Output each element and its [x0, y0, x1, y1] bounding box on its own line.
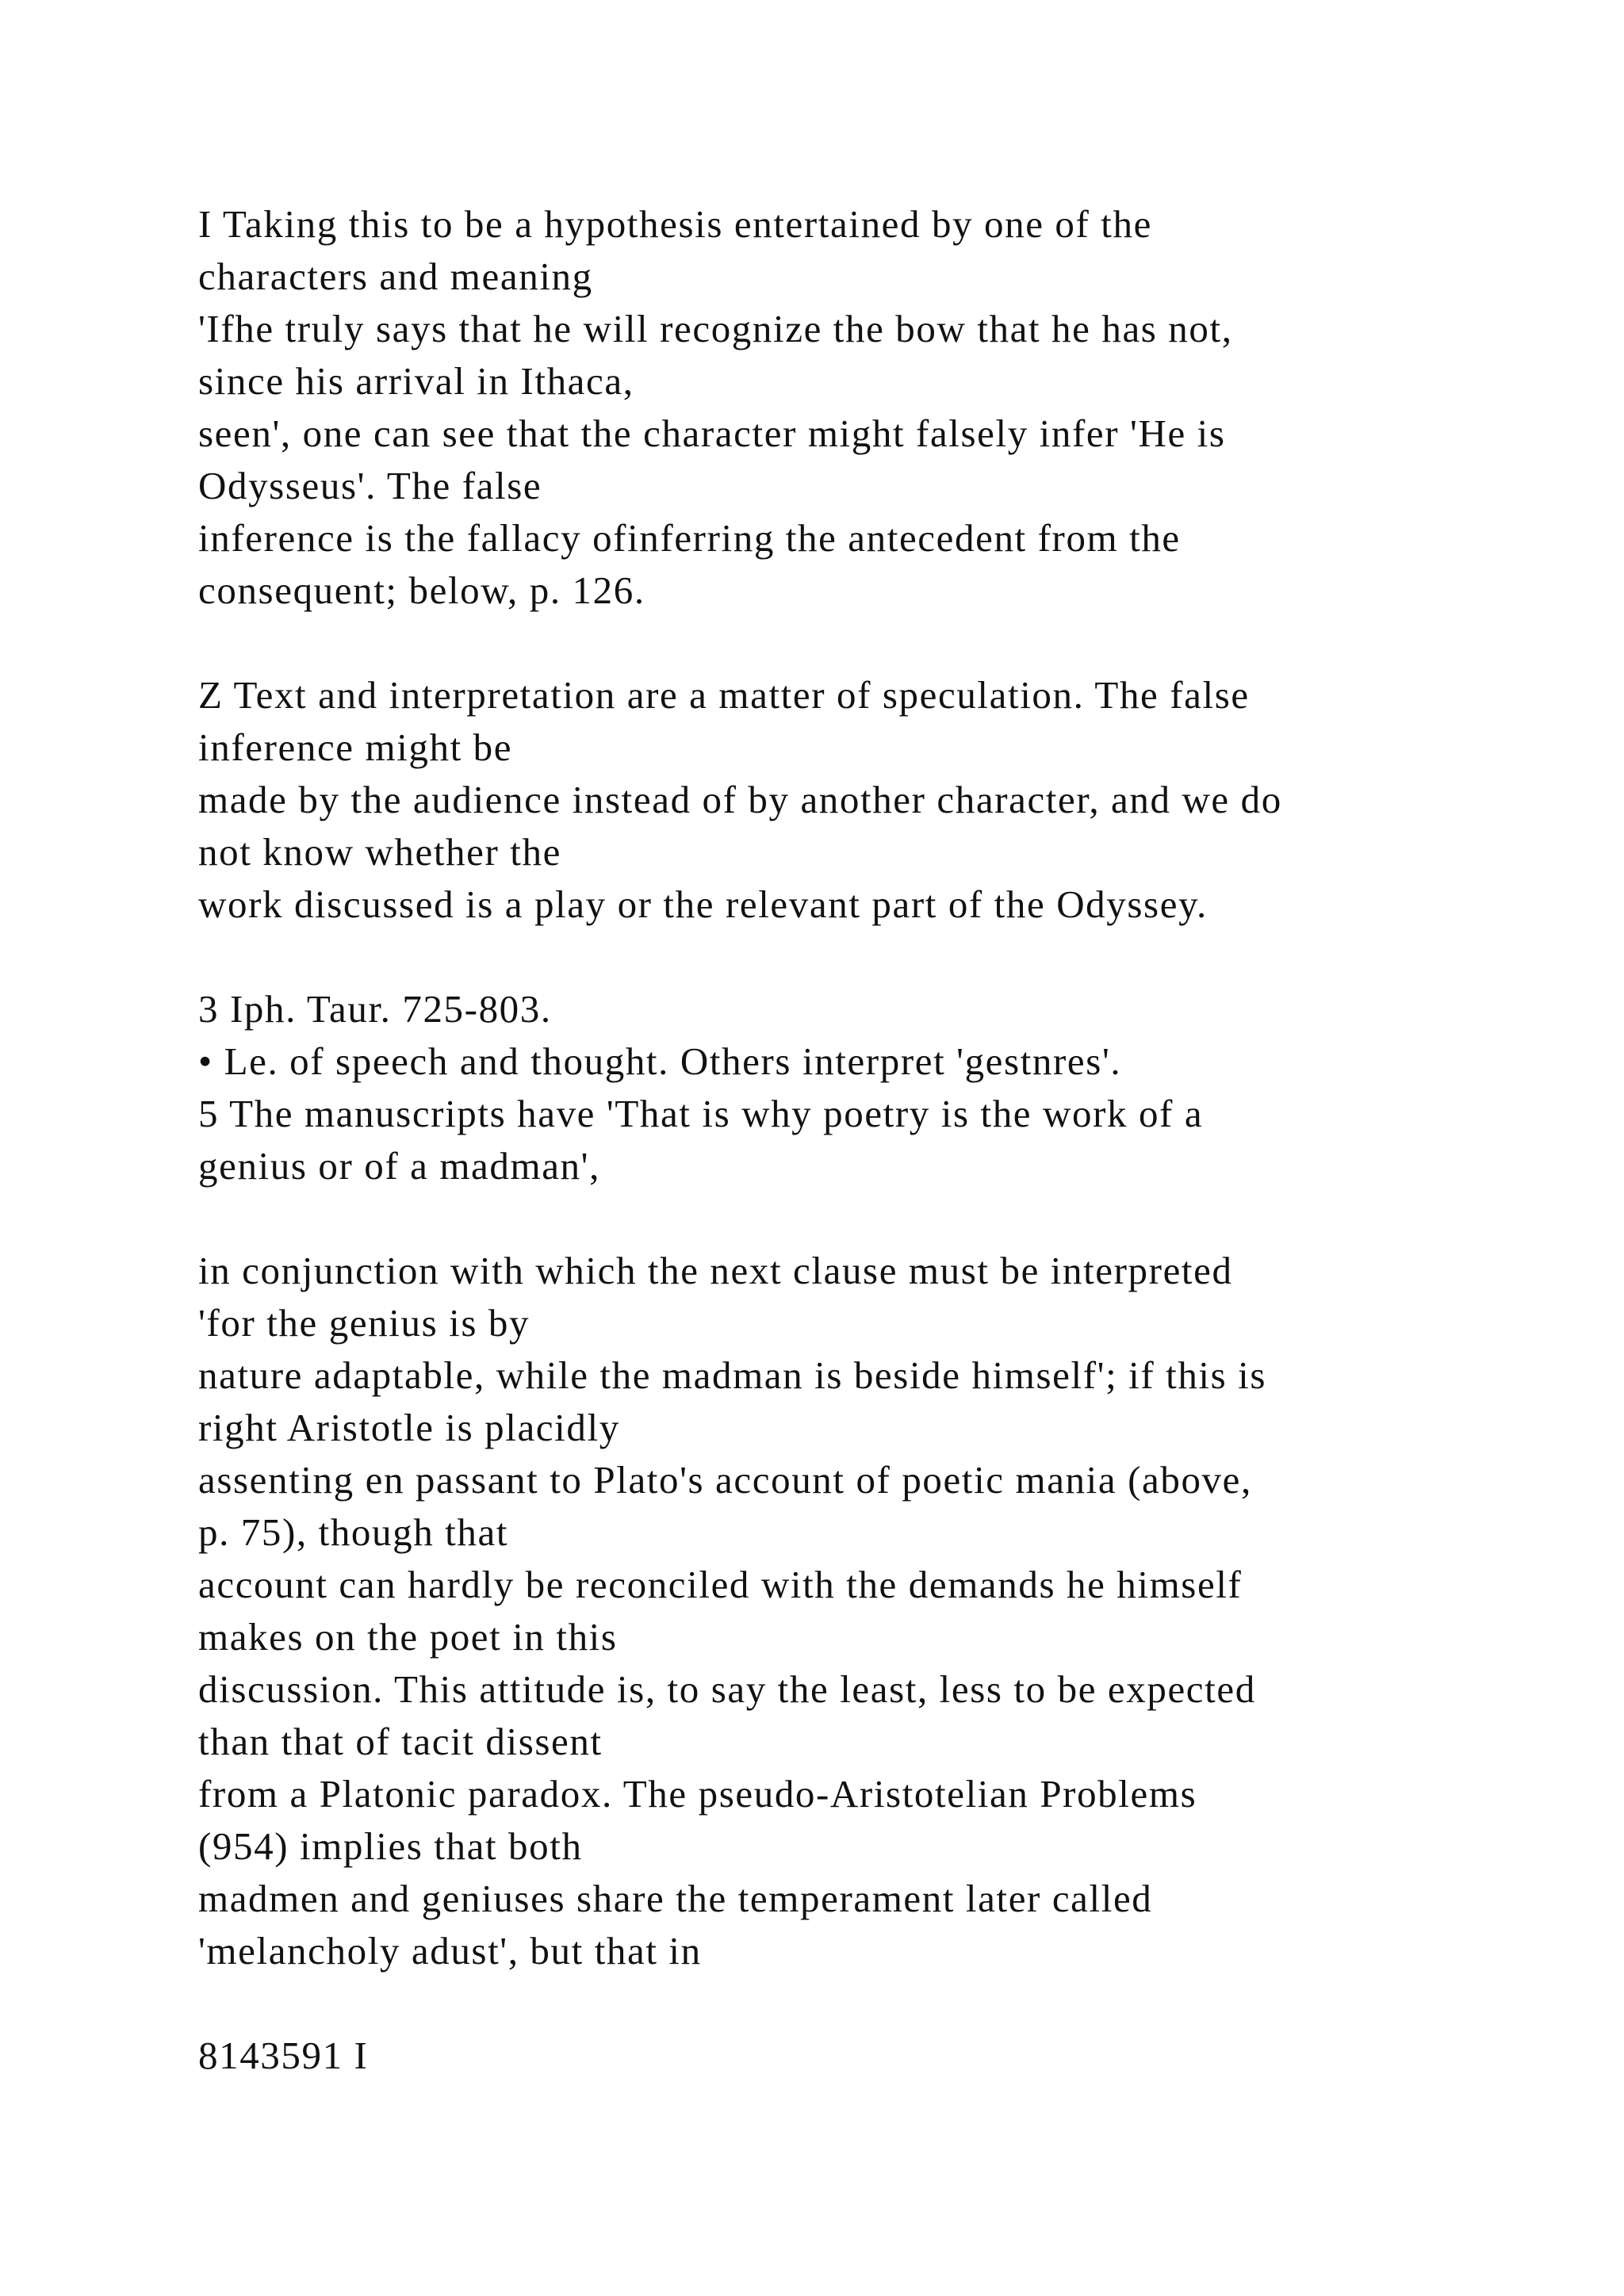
page-footer	[198, 2030, 1451, 2082]
paragraph-gap	[198, 931, 1451, 983]
text-line: I Taking this to be a hypothesis entertained by one of the	[198, 202, 1152, 246]
text-line: characters and meaning	[198, 254, 593, 298]
text-line: 'Ifhe truly says that he will recognize the bow that he has not,	[198, 307, 1233, 350]
text-line: Z Text and interpretation are a matter of speculation. The false	[198, 673, 1250, 717]
text-line: inference might be	[198, 725, 513, 769]
text-line: discussion. This attitude is, to say the least, less to be expected	[198, 1667, 1256, 1711]
text-line: made by the audience instead of by another character, and we do	[198, 778, 1282, 821]
paragraph-gap	[198, 1192, 1451, 1245]
text-line: from a Platonic paradox. The pseudo-Aristotelian Problems	[198, 1772, 1197, 1816]
text-line: 'for the genius is by	[198, 1301, 530, 1345]
footnotes-3-5	[198, 983, 1451, 1192]
text-line: madmen and geniuses share the temperament later called	[198, 1877, 1153, 1920]
text-line: seen', one can see that the character might falsely infer 'He is	[198, 411, 1226, 455]
text-line: makes on the poet in this	[198, 1615, 618, 1659]
text-line: right Aristotle is placidly	[198, 1406, 620, 1449]
text-line: • Le. of speech and thought. Others interpret 'gestnres'.	[198, 1039, 1122, 1083]
paragraph-gap	[198, 617, 1451, 669]
footnote-1	[198, 198, 1451, 617]
paragraph-gap	[198, 1977, 1451, 2030]
text-line: nature adaptable, while the madman is beside himself'; if this is	[198, 1353, 1267, 1397]
footnote-5-continued	[198, 1245, 1451, 1977]
text-line: consequent; below, p. 126.	[198, 568, 645, 612]
text-line: 'melancholy adust', but that in	[198, 1929, 702, 1973]
text-line: work discussed is a play or the relevant part of the Odyssey.	[198, 882, 1208, 926]
text-line: 5 The manuscripts have 'That is why poetry is the work of a	[198, 1092, 1204, 1135]
footer-signature: 8143591 I	[198, 2034, 369, 2077]
text-line: assenting en passant to Plato's account of poetic mania (above,	[198, 1458, 1252, 1502]
text-line: account can hardly be reconciled with the demands he himself	[198, 1563, 1243, 1606]
text-line: in conjunction with which the next clause must be interpreted	[198, 1249, 1233, 1292]
footnote-2	[198, 669, 1451, 931]
text-line: since his arrival in Ithaca,	[198, 359, 634, 403]
text-line: 3 Iph. Taur. 725-803.	[198, 987, 552, 1031]
text-line: inference is the fallacy ofinferring the antecedent from the	[198, 516, 1181, 560]
text-line: not know whether the	[198, 830, 561, 874]
text-line: than that of tacit dissent	[198, 1720, 603, 1763]
text-line: (954) implies that both	[198, 1824, 583, 1868]
text-line: p. 75), though that	[198, 1510, 509, 1554]
document-page	[198, 198, 1451, 2082]
text-line: Odysseus'. The false	[198, 464, 542, 507]
text-line: genius or of a madman',	[198, 1144, 600, 1188]
